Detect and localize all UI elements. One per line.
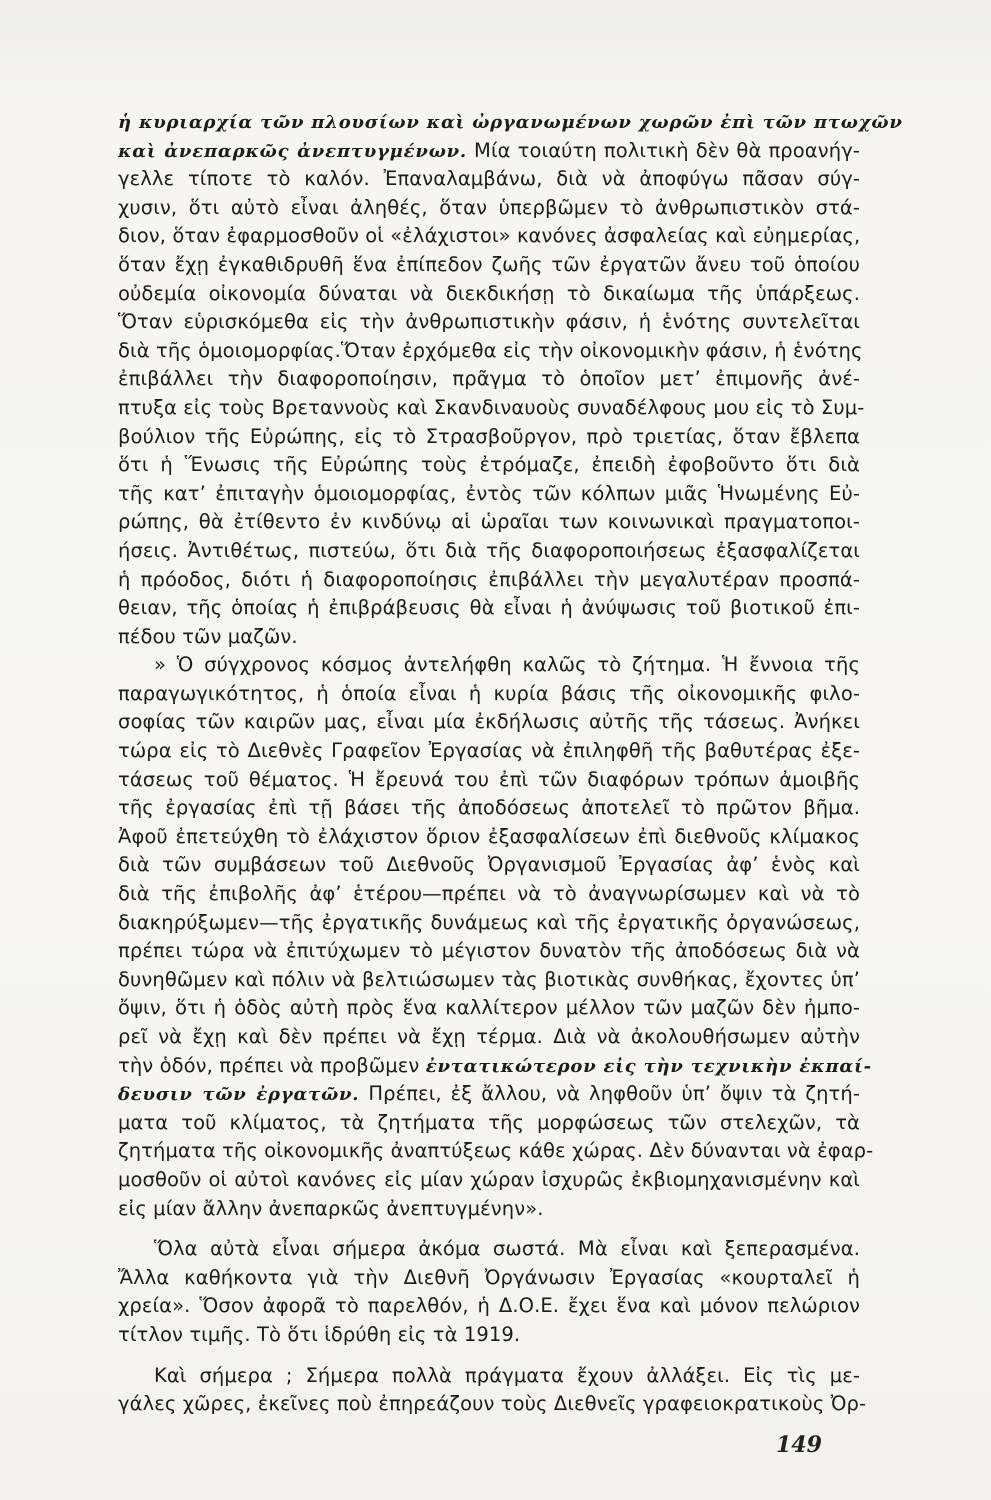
- line-text: τίτλον τιμῆς. Τὸ ὅτι ἱδρύθη εἰς τὰ 1919.: [118, 1322, 521, 1346]
- text-line: [118, 594, 860, 623]
- text-line: [118, 566, 860, 595]
- text-line: [118, 451, 860, 480]
- line-text: δυνηθῶμεν καὶ πόλιν νὰ βελτιώσωμεν τὰς βιοτικὰς συνθήκας, ἔχοντες ὑπ’: [118, 967, 860, 991]
- text-line: [118, 851, 860, 880]
- line-text: διακηρύξωμεν—τῆς ἐργατικῆς δυνάμεως καὶ τῆς ἐργατικῆς ὀργανώσεως,: [118, 910, 860, 934]
- line-text: πρέπει τώρα νὰ ἐπιτύχωμεν τὸ μέγιστον δυνατὸν τῆς ἀποδόσεως διὰ νὰ: [118, 939, 860, 963]
- line-text: ρώπης, θὰ ἐτίθεντο ἐν κινδύνῳ αἱ ὡραῖαι των κοινωνικαὶ πραγματοποι-: [118, 510, 860, 534]
- line-text: ἡ πρόοδος, διότι ἡ διαφοροποίησις ἐπιβάλλει τὴν μεγαλυτέραν προσπά-: [118, 567, 860, 591]
- line-text: Ἀφοῦ ἐπετεύχθη τὸ ἐλάχιστον ὅριον ἐξασφαλίσεων ἐπὶ διεθνοῦς κλίμακος: [118, 824, 860, 848]
- text-line: [118, 1052, 872, 1081]
- text-line: [118, 680, 860, 709]
- line-text: ἐπιβάλλει τὴν διαφοροποίησιν, πρᾶγμα τὸ ὁποῖον μετ’ ἐπιμονῆς ἀνέ-: [118, 367, 860, 391]
- line-text: διὰ τῆς ἐπιβολῆς ἀφ’ ἑτέρου—πρέπει νὰ τὸ ἀναγνωρίσωμεν καὶ νὰ τὸ: [118, 882, 860, 906]
- text-line: [118, 165, 860, 194]
- text-line: [118, 880, 860, 909]
- text-line: [118, 194, 860, 223]
- line-text: ὄψιν, ὅτι ἡ ὁδὸς αὐτὴ πρὸς ἕνα καλλίτερον μέλλον τῶν μαζῶν δὲν ἠμπο-: [118, 996, 860, 1020]
- line-text: σοφίας τῶν καιρῶν μας, εἶναι μία ἐκδήλωσις αὐτῆς τῆς τάσεως. Ἀνήκει: [118, 710, 860, 734]
- page-number: 149: [776, 1432, 822, 1458]
- line-text: ματα τοῦ κλίματος, τὰ ζητήματα τῆς μορφώσεως τῶν στελεχῶν, τὰ: [118, 1110, 860, 1134]
- text-line: [118, 1023, 860, 1052]
- text-line: [118, 1264, 860, 1293]
- text-line: [118, 1166, 860, 1195]
- text-line: [118, 937, 860, 966]
- text-line: [118, 966, 860, 995]
- text-line: [118, 280, 860, 309]
- text-line: [118, 365, 860, 394]
- text-line: [118, 909, 860, 938]
- text-line: [118, 1080, 860, 1109]
- text-line: [118, 1195, 860, 1224]
- line-text: Ὅλα αὐτὰ εἶναι σήμερα ἀκόμα σωστά. Μὰ εἶναι καὶ ξεπερασμένα.: [154, 1237, 860, 1261]
- text-line: [118, 1235, 860, 1264]
- text-line: [118, 994, 860, 1023]
- text-line: [118, 1362, 860, 1391]
- text-line: [118, 651, 860, 680]
- line-text: τὴν ὁδόν, πρέπει νὰ προβῶμεν: [118, 1053, 426, 1077]
- emphasized-text: ἐντατικώτερον εἰς τὴν τεχνικὴν ἐκπαί-: [425, 1055, 872, 1077]
- text-line: [118, 251, 860, 280]
- line-text: διὰ τῶν συμβάσεων τοῦ Διεθνοῦς Ὀργανισμοῦ Ἐργασίας ἀφ’ ἑνὸς καὶ: [118, 853, 860, 877]
- text-line: [118, 222, 860, 251]
- emphasized-text: δευσιν τῶν ἐργατῶν.: [118, 1084, 360, 1106]
- body-text: [118, 108, 903, 1419]
- text-line: [118, 1109, 860, 1138]
- line-text: πέδου τῶν μαζῶν.: [118, 624, 298, 648]
- text-line: [118, 1137, 874, 1166]
- text-line: [118, 1390, 867, 1419]
- line-text: ὅταν ἔχῃ ἐγκαθιδρυθῆ ἕνα ἐπίπεδον ζωῆς τῶν ἐργατῶν ἄνευ τοῦ ὁποίου: [118, 252, 860, 276]
- line-text: μοσθοῦν οἱ αὐτοὶ κανόνες εἰς μίαν χώραν ἰσχυρῶς ἐκβιομηχανισμένην καὶ: [118, 1167, 860, 1191]
- line-text: θειαν, τῆς ὁποίας ἡ ἐπιβράβευσις θὰ εἶναι ἡ ἀνύψωσις τοῦ βιοτικοῦ ἐπι-: [118, 596, 860, 620]
- line-text: Ὅταν εὑρισκόμεθα εἰς τὴν ἀνθρωπιστικὴν φάσιν, ἡ ἑνότης συντελεῖται: [118, 310, 860, 334]
- line-text: παραγωγικότητος, ἡ ὁποία εἶναι ἡ κυρία βάσις τῆς οἰκονομικῆς φιλο-: [118, 681, 860, 705]
- text-line: [118, 823, 860, 852]
- text-line: [118, 766, 860, 795]
- text-line: [118, 1292, 860, 1321]
- text-line: [118, 794, 860, 823]
- line-text: ρεῖ νὰ ἔχῃ καὶ δὲν πρέπει νὰ ἔχῃ τέρμα. Διὰ νὰ ἀκολουθήσωμεν αὐτὴν: [118, 1025, 860, 1048]
- text-line: [118, 708, 860, 737]
- text-line: [118, 337, 863, 366]
- emphasized-text: καὶ ἀνεπαρκῶς ἀνεπτυγμένων.: [118, 140, 467, 162]
- line-text: τώρα εἰς τὸ Διεθνὲς Γραφεῖον Ἐργασίας νὰ ἐπιληφθῆ τῆς βαθυτέρας ἐξε-: [118, 739, 860, 763]
- line-text: Ἄλλα καθήκοντα γιὰ τὴν Διεθνῆ Ὀργάνωσιν Ἐργασίας «κουρταλεῖ ἡ: [118, 1265, 860, 1289]
- text-line: [118, 423, 860, 452]
- line-text: τῆς ἐργασίας ἐπὶ τῇ βάσει τῆς ἀποδόσεως ἀποτελεῖ τὸ πρῶτον βῆμα.: [118, 796, 860, 820]
- line-text: χυσιν, ὅτι αὐτὸ εἶναι ἀληθές, ὅταν ὑπερβῶμεν τὸ ἀνθρωπιστικὸν στά-: [118, 195, 860, 219]
- line-text: » Ὁ σύγχρονος κόσμος ἀντελήφθη καλῶς τὸ ζήτημα. Ἡ ἔννοια τῆς: [154, 653, 860, 677]
- text-line: [118, 308, 860, 337]
- line-text: Μία τοιαύτη πολιτικὴ δὲν θὰ προανήγ-: [466, 138, 860, 162]
- text-line: [118, 508, 860, 537]
- text-line: [118, 1321, 860, 1350]
- text-line: [118, 137, 860, 166]
- line-text: Καὶ σήμερα ; Σήμερα πολλὰ πράγματα ἔχουν ἀλλάξει. Εἰς τὶς με-: [154, 1363, 860, 1387]
- line-text: Πρέπει, ἐξ ἄλλου, νὰ ληφθοῦν ὑπ’ ὄψιν τὰ ζητή-: [359, 1082, 860, 1106]
- line-text: εἰς μίαν ἄλλην ἀνεπαρκῶς ἀνεπτυγμένην».: [118, 1196, 544, 1220]
- line-text: γελλε τίποτε τὸ καλόν. Ἐπαναλαμβάνω, διὰ νὰ ἀποφύγω πᾶσαν σύγ-: [118, 167, 860, 191]
- line-text: τῆς κατ’ ἐπιταγὴν ὁμοιομορφίας, ἐντὸς τῶν κόλπων μιᾶς Ἡνωμένης Εὐ-: [118, 481, 860, 505]
- line-text: τάσεως τοῦ θέματος. Ἡ ἔρευνά του ἐπὶ τῶν διαφόρων τρόπων ἀμοιβῆς: [118, 767, 860, 791]
- text-line: [118, 623, 860, 652]
- line-text: οὐδεμία οἰκονομία δύναται νὰ διεκδικήσῃ τὸ δικαίωμα τῆς ὑπάρξεως.: [118, 281, 860, 305]
- line-text: ζητήματα τῆς οἰκονομικῆς ἀναπτύξεως κάθε χώρας. Δὲν δύνανται νὰ ἐφαρ-: [118, 1139, 874, 1163]
- emphasized-text: ἡ κυριαρχία τῶν πλουσίων καὶ ὠργανωμένων χωρῶν ἐπὶ τῶν πτωχῶν: [118, 112, 903, 133]
- text-line: [118, 537, 860, 566]
- line-text: διὰ τῆς ὁμοιομορφίας.Ὅταν ἐρχόμεθα εἰς τὴν οἰκονομικὴν φάσιν, ἡ ἑνότης: [118, 338, 863, 362]
- line-text: γάλες χῶρες, ἐκεῖνες ποὺ ἐπηρεάζουν τοὺς Διεθνεῖς γραφειοκρατικοὺς Ὀρ-: [118, 1392, 867, 1416]
- text-line: [118, 737, 860, 766]
- text-line: [118, 480, 860, 509]
- line-text: βούλιον τῆς Εὐρώπης, εἰς τὸ Στρασβοῦργον, πρὸ τριετίας, ὅταν ἔβλεπα: [118, 424, 860, 448]
- line-text: ὅτι ἡ Ἕνωσις τῆς Εὐρώπης τοὺς ἐτρόμαζε, ἐπειδὴ ἐφοβοῦντο ὅτι διὰ: [118, 453, 860, 477]
- line-text: χρεία». Ὅσον ἀφορᾶ τὸ παρελθόν, ἡ Δ.Ο.Ε. ἔχει ἕνα καὶ μόνον πελώριον: [118, 1294, 860, 1318]
- line-text: ήσεις. Ἀντιθέτως, πιστεύω, ὅτι διὰ τῆς διαφοροποιήσεως ἐξασφαλίζεται: [118, 538, 860, 562]
- line-text: διον, ὅταν ἐφαρμοσθοῦν οἱ «ἐλάχιστοι» κανόνες ἀσφαλείας καὶ εὐημερίας,: [118, 224, 861, 248]
- text-line: [118, 108, 903, 137]
- text-line: [118, 394, 865, 423]
- line-text: πτυξα εἰς τοὺς Βρεταννοὺς καὶ Σκανδιναυοὺς συναδέλφους μου εἰς τὸ Συμ-: [118, 395, 865, 419]
